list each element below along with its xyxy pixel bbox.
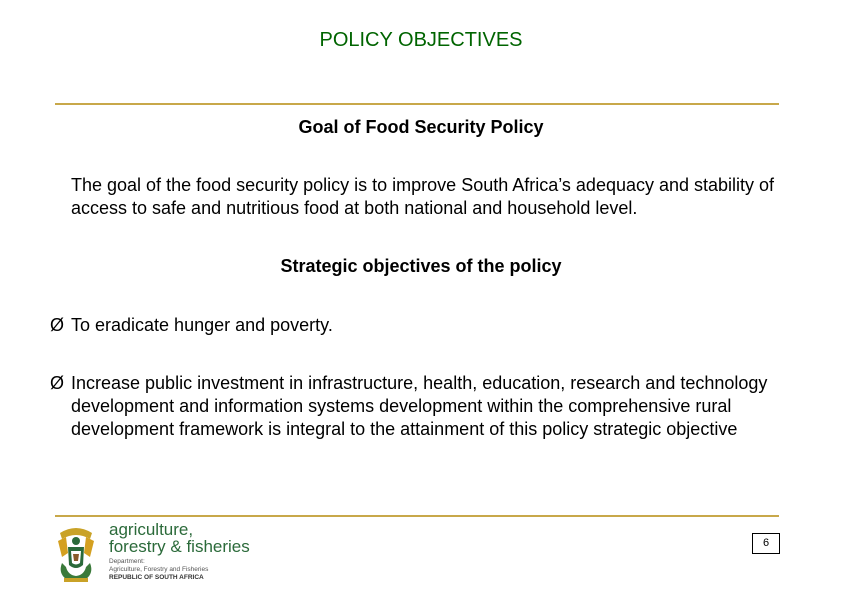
- arrow-bullet-icon: Ø: [50, 315, 65, 335]
- logo-text-forestry: forestry & fisheries: [109, 537, 250, 556]
- department-logo: [54, 520, 254, 590]
- bullet-item: [50, 314, 790, 337]
- goal-heading: Goal of Food Security Policy: [298, 117, 544, 137]
- arrow-bullet-icon: Ø: [50, 373, 65, 393]
- bullet-text: To eradicate hunger and poverty.: [71, 315, 333, 335]
- department-caption: [109, 558, 269, 582]
- bullet-text: Increase public investment in infrastructure, health, education, research and technology development and information systems development within the comprehensive rural development framework is integral to the attainment of this policy strategic objective: [71, 373, 768, 439]
- logo-text-agriculture: agriculture,: [109, 520, 194, 539]
- page-number: 6: [752, 533, 780, 554]
- top-divider: [55, 103, 779, 105]
- strategic-heading: Strategic objectives of the policy: [280, 256, 562, 276]
- bottom-divider: [55, 515, 779, 517]
- goal-paragraph: The goal of the food security policy is to improve South Africa’s adequacy and stability of access to safe and nutritious food at both national and household level.: [71, 175, 775, 218]
- dept-name: Agriculture, Forestry and Fisheries: [109, 566, 209, 573]
- country-name: REPUBLIC OF SOUTH AFRICA: [109, 574, 204, 581]
- dept-label: Department:: [109, 558, 145, 565]
- slide-title: POLICY OBJECTIVES: [319, 29, 523, 51]
- bullet-item: [50, 372, 790, 441]
- coat-of-arms-icon: [54, 523, 98, 585]
